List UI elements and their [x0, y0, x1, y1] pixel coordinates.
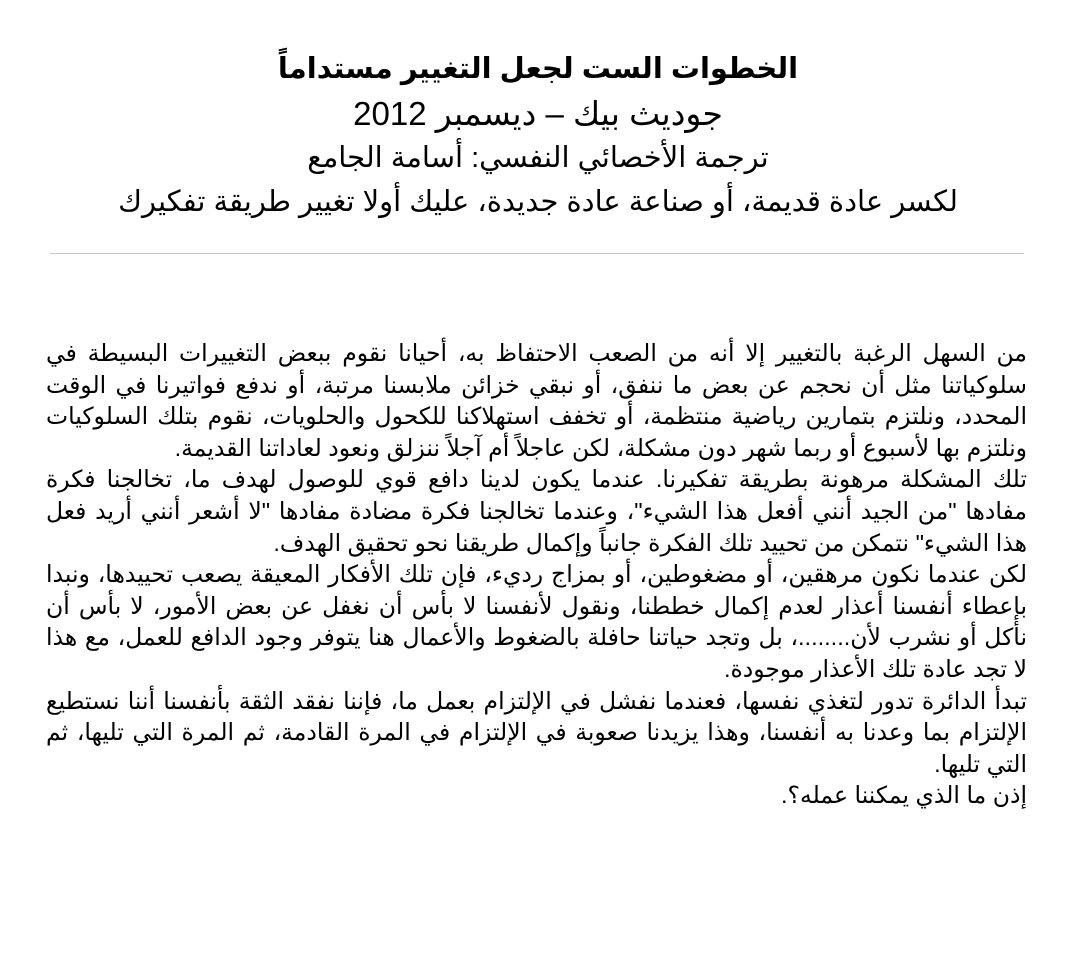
- paragraph-4: تبدأ الدائرة تدور لتغذي نفسها، فعندما نفشل في الإلتزام بعمل ما، فإننا نفقد الثقة بأنفسنا أننا نستطيع الإلتزام بما وعدنا به أنفسنا، وهذا يزيدنا صعوبة في الإلتزام في المرة القادمة، ثم المرة التي تليها، ثم التي تليها.: [46, 687, 1027, 777]
- article-subtitle: لكسر عادة قديمة، أو صناعة عادة جديدة، عليك أولا تغيير طريقة تفكيرك: [118, 186, 958, 218]
- paragraph-3: لكن عندما نكون مرهقين، أو مضغوطين، أو بمزاج رديء، فإن تلك الأفكار المعيقة يصعب تحييدها، ونبدا بإعطاء أنفسنا أعذار لعدم إكمال خططنا، ونقول لأنفسنا لا بأس أن نغفل عن بعض الأمور، لا بأس أن نأكل أو نشرب لأن........، بل وتجد حياتنا حافلة بالضغوط والأعمال هنا يتوفر وجود الدافع للعمل، مع هذا لا تجد عادة تلك الأعذار موجودة.: [46, 561, 1027, 682]
- header-divider: [50, 253, 1024, 254]
- article-title: الخطوات الست لجعل التغيير مستداماً: [277, 53, 799, 85]
- author-date-line: جوديث بيك – ديسمبر 2012: [353, 95, 723, 132]
- document-header: [40, 46, 1036, 224]
- paragraph-5: إذن ما الذي يمكننا عمله؟.: [781, 782, 1027, 809]
- paragraph-1: من السهل الرغبة بالتغيير إلا أنه من الصعب الاحتفاظ به، أحيانا نقوم ببعض التغييرات البسيطة في سلوكياتنا مثل أن نحجم عن بعض ما ننفق، أو نبقي خزائن ملابسنا مرتبة، أو ندفع فواتيرنا في الوقت المحدد، ونلتزم بتمارين رياضية منتظمة، أو تخفف استهلاكنا للكحول والحلويات، نقوم بتلك السلوكيات ونلتزم بها لأسبوع أو ربما شهر دون مشكلة، لكن عاجلاً أم آجلاً ننزلق ونعود لعاداتنا القديمة.: [46, 340, 1027, 461]
- paragraph-2: تلك المشكلة مرهونة بطريقة تفكيرنا. عندما يكون لدينا دافع قوي للوصول لهدف ما، تخالجنا فكرة مفادها "من الجيد أنني أفعل هذا الشيء"، وعندما تخالجنا فكرة مضادة مفادها "لا أشعر أنني أريد فعل هذا الشيء" نتمكن من تحييد تلك الفكرة جانباً وإكمال طريقنا نحو تحقيق الهدف.: [46, 466, 1027, 556]
- article-body: [46, 338, 1027, 812]
- translator-line: ترجمة الأخصائي النفسي: أسامة الجامع: [307, 142, 769, 174]
